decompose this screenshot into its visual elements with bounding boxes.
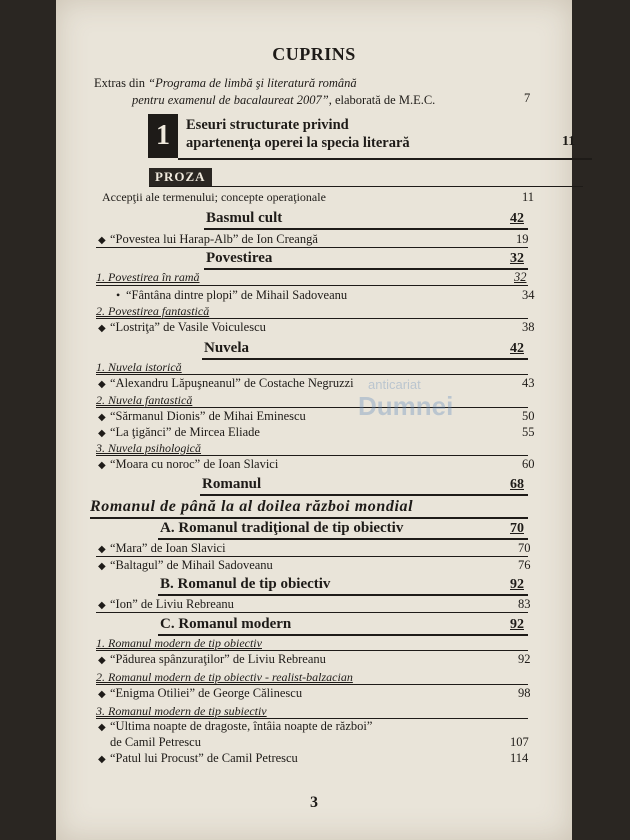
romanul-traditional-rule [158, 538, 528, 540]
entry-text: “Alexandru Lăpuşneanul” de Costache Negruzzi [110, 376, 354, 390]
lostrita-page: 38 [522, 320, 535, 334]
sub-modern-subiectiv: 3. Romanul modern de tip subiectiv [96, 704, 267, 718]
povestirea-page: 32 [510, 251, 524, 266]
entry-baltagul [98, 558, 273, 573]
padurea-page: 92 [518, 652, 531, 666]
romanul-modern-page: 92 [510, 617, 524, 632]
page-number: 3 [310, 794, 318, 811]
entry-rule [96, 556, 528, 557]
diamond-bullet-icon: ◆ [98, 235, 106, 246]
romanul-rule [200, 494, 528, 496]
sub-rule [96, 455, 528, 456]
accepti-page: 11 [522, 190, 535, 204]
proza-rule [149, 186, 583, 187]
mara-page: 70 [518, 541, 531, 555]
povestirea-rama-page: 32 [514, 270, 527, 284]
entry-text: “Ion” de Liviu Rebreanu [110, 597, 234, 611]
ultima-noapte-page: 107 [510, 735, 529, 749]
heading-basmul-cult: Basmul cult [206, 210, 283, 226]
entry-padurea-spanzuratilor [98, 652, 326, 667]
romanul-obiectiv-rule [158, 594, 528, 596]
entry-rule [96, 247, 528, 248]
entry-ion [98, 597, 234, 612]
lapusneanul-page: 43 [522, 376, 535, 390]
extras-page: 7 [524, 91, 531, 105]
section-1-title [186, 116, 410, 152]
extras-prefix: Extras din [94, 76, 149, 90]
harap-alb-page: 19 [516, 232, 529, 246]
page-title: CUPRINS [272, 44, 356, 64]
enigma-otiliei-page: 98 [518, 686, 531, 700]
entry-text: “Ultima noapte de dragoste, întâia noapte de război” [110, 719, 373, 733]
diamond-bullet-icon: ◆ [98, 460, 106, 471]
sub-nuvela-istorica: 1. Nuvela istorică [96, 360, 182, 374]
entry-text: “Enigma Otiliei” de George Călinescu [110, 686, 303, 700]
sub-rule [96, 318, 528, 319]
sub-rule [96, 407, 528, 408]
watermark [358, 376, 454, 421]
diamond-bullet-icon: ◆ [98, 323, 106, 334]
diamond-bullet-icon: ◆ [98, 561, 106, 572]
entry-moara-cu-noroc [98, 457, 278, 472]
heading-romanul-interbelic: Romanul de până la al doilea război mondial [90, 498, 414, 515]
la-tiganci-page: 55 [522, 425, 535, 439]
moara-cu-noroc-page: 60 [522, 457, 535, 471]
extras-line-1 [94, 74, 357, 92]
heading-romanul-traditional: A. Romanul tradiţional de tip obiectiv [160, 520, 404, 536]
diamond-bullet-icon: ◆ [98, 428, 106, 439]
diamond-bullet-icon: ◆ [98, 412, 106, 423]
diamond-bullet-icon: ◆ [98, 600, 106, 611]
heading-romanul-obiectiv: B. Romanul de tip obiectiv [160, 576, 331, 592]
sub-povestirea-fantastica: 2. Povestirea fantastică [96, 304, 210, 318]
section-1-line-1: Eseuri structurate privind [186, 117, 349, 133]
extras-program-title: “Programa de limbă şi literatură română [148, 76, 357, 90]
extras-suffix: , elaborată de M.E.C. [328, 93, 436, 107]
patul-lui-procust-page: 114 [510, 751, 529, 765]
entry-text: “Fântâna dintre plopi” de Mihail Sadoveanu [126, 288, 348, 302]
entry-text: “Pădurea spânzuraţilor” de Liviu Rebreanu [110, 652, 326, 666]
book-page [56, 0, 576, 840]
entry-la-tiganci [98, 425, 260, 440]
sarmanul-dionis-page: 50 [522, 409, 535, 423]
entry-text: “Sărmanul Dionis” de Mihai Eminescu [110, 409, 306, 423]
romanul-page: 68 [510, 477, 524, 492]
section-1-rule [178, 158, 592, 160]
sub-nuvela-fantastica: 2. Nuvela fantastică [96, 393, 193, 407]
romanul-traditional-page: 70 [510, 521, 524, 536]
entry-text: “Baltagul” de Mihail Sadoveanu [110, 558, 273, 572]
section-1-page: 11 [562, 134, 576, 149]
povestirea-rule [204, 268, 528, 270]
sub-modern-obiectiv: 1. Romanul modern de tip obiectiv [96, 636, 262, 650]
heading-povestirea: Povestirea [206, 250, 273, 266]
entry-fantana [116, 288, 347, 303]
basmul-cult-page: 42 [510, 211, 524, 226]
nuvela-page: 42 [510, 341, 524, 356]
bullet-icon: • [116, 288, 121, 302]
entry-text: “Povestea lui Harap-Alb” de Ion Creangă [110, 232, 318, 246]
entry-ultima-noapte-author: de Camil Petrescu [110, 735, 201, 749]
heading-nuvela: Nuvela [204, 340, 249, 356]
sub-rule [96, 684, 528, 685]
entry-lostrita [98, 320, 266, 335]
diamond-bullet-icon: ◆ [98, 722, 106, 733]
accepti-entry: Accepţii ale termenului; concepte operaţionale [102, 190, 326, 204]
basmul-cult-rule [204, 228, 528, 230]
watermark-line-2: Dumnei [358, 391, 454, 421]
entry-rule [96, 612, 528, 613]
section-1-block [148, 114, 598, 158]
sub-povestirea-rama: 1. Povestirea în ramă [96, 270, 200, 284]
entry-lapusneanul [98, 376, 354, 391]
entry-text: “Patul lui Procust” de Camil Petrescu [110, 751, 298, 765]
entry-patul-lui-procust [98, 751, 298, 766]
heading-romanul-modern: C. Romanul modern [160, 616, 292, 632]
romanul-obiectiv-page: 92 [510, 577, 524, 592]
entry-mara [98, 541, 226, 556]
entry-ultima-noapte [98, 719, 372, 734]
proza-label: PROZA [149, 168, 212, 186]
diamond-bullet-icon: ◆ [98, 689, 106, 700]
entry-text: “La ţigănci” de Mircea Eliade [110, 425, 260, 439]
entry-text: “Mara” de Ioan Slavici [110, 541, 226, 555]
sub-rule [96, 285, 528, 286]
extras-line-2 [132, 91, 435, 109]
baltagul-page: 76 [518, 558, 531, 572]
ion-page: 83 [518, 597, 531, 611]
heading-romanul: Romanul [202, 476, 262, 492]
diamond-bullet-icon: ◆ [98, 655, 106, 666]
entry-text: “Lostriţa” de Vasile Voiculescu [110, 320, 266, 334]
romanul-interbelic-rule [90, 517, 528, 519]
nuvela-rule [202, 358, 528, 360]
section-1-line-2: apartenenţa operei la specia literară [186, 135, 410, 151]
sub-nuvela-psihologica: 3. Nuvela psihologică [96, 441, 201, 455]
sub-rule [96, 374, 528, 375]
entry-enigma-otiliei [98, 686, 302, 701]
entry-harap-alb [98, 232, 318, 247]
sub-modern-realist-balzacian: 2. Romanul modern de tip obiectiv - realist-balzacian [96, 670, 353, 684]
entry-text: “Moara cu noroc” de Ioan Slavici [110, 457, 279, 471]
diamond-bullet-icon: ◆ [98, 544, 106, 555]
sub-rule [96, 650, 528, 651]
extras-program-title-cont: pentru examenul de bacalaureat 2007” [132, 93, 329, 107]
section-number: 1 [148, 114, 178, 158]
fantana-page: 34 [522, 288, 535, 302]
diamond-bullet-icon: ◆ [98, 754, 106, 765]
entry-sarmanul-dionis [98, 409, 306, 424]
watermark-line-1: anticariat [368, 377, 421, 392]
diamond-bullet-icon: ◆ [98, 379, 106, 390]
